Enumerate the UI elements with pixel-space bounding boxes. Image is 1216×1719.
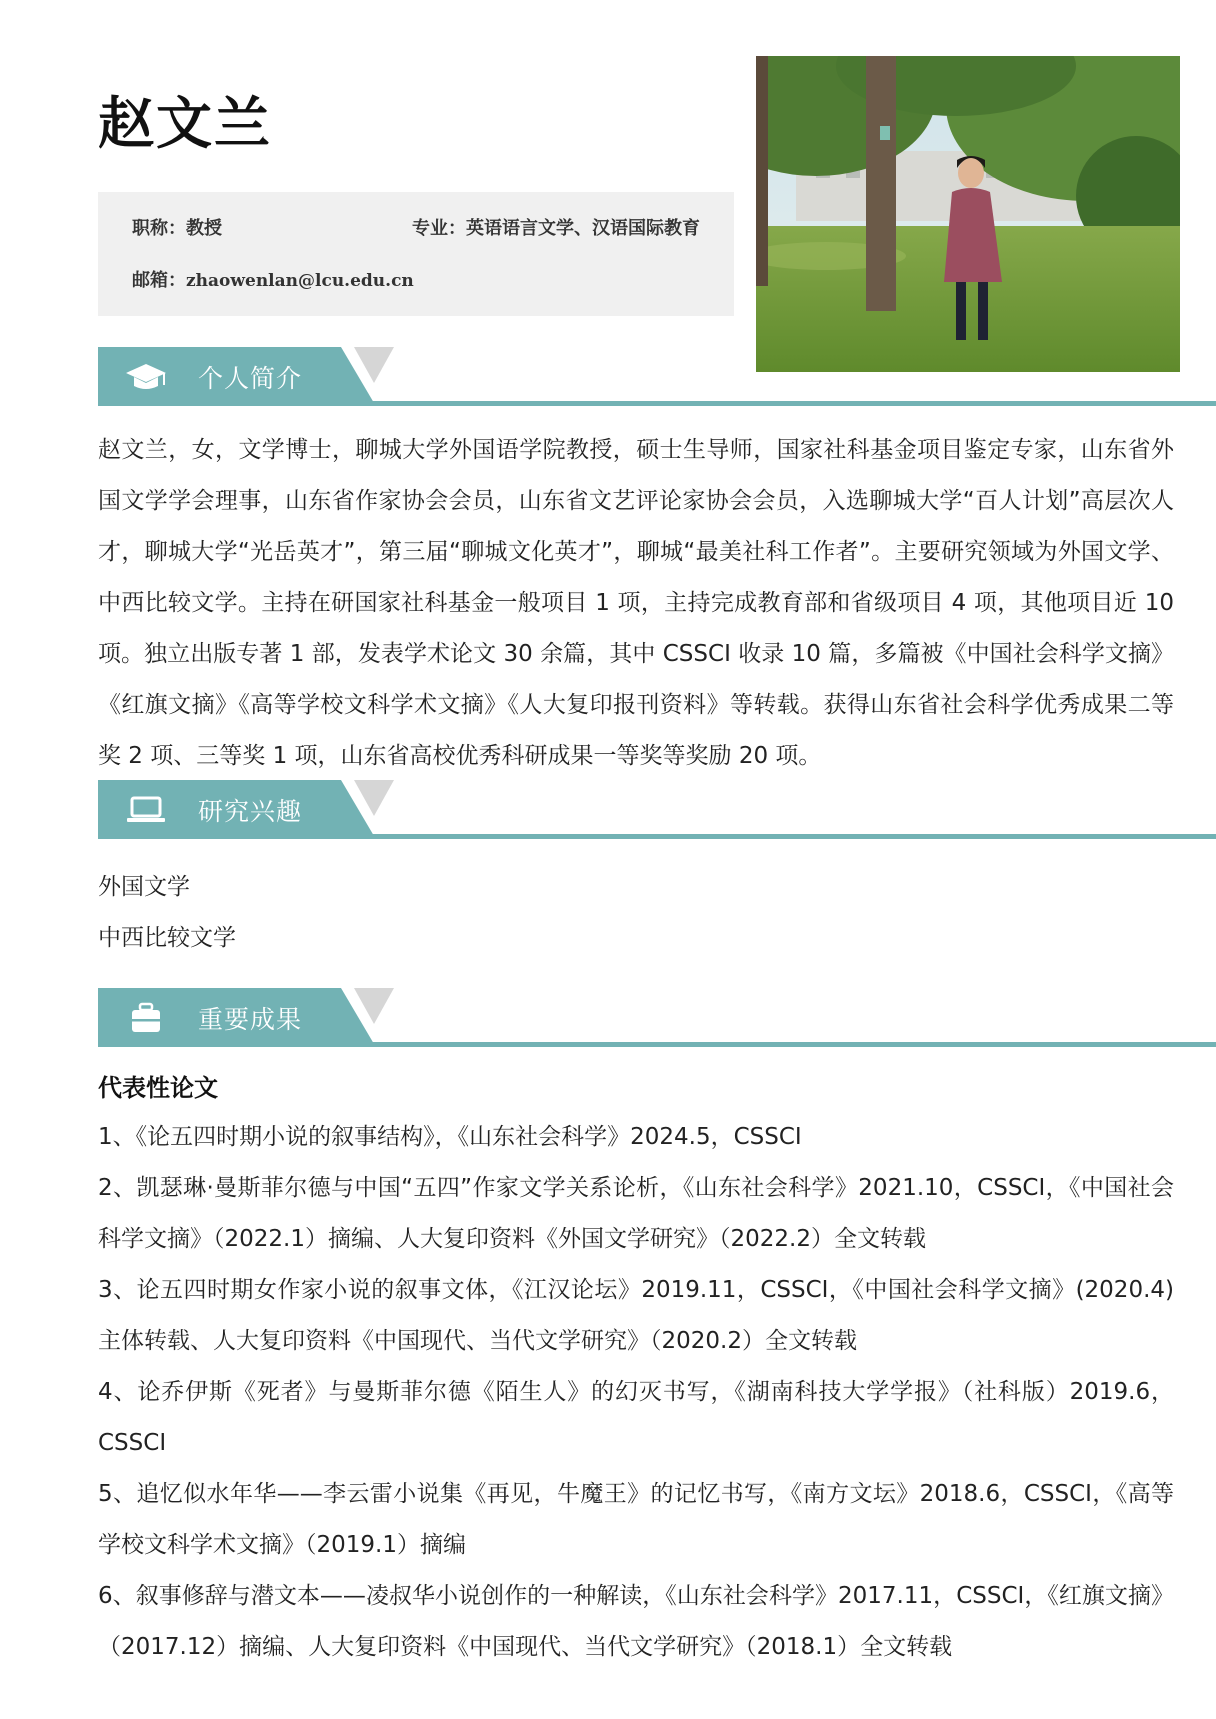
major: 专业：英语语言文学、汉语国际教育	[412, 218, 700, 239]
papers-subtitle: 代表性论文	[98, 1074, 218, 1102]
paper-item: 2、凯瑟琳·曼斯菲尔德与中国“五四”作家文学关系论析，《山东社会科学》2021.10，CSSCI，《中国社会科学文摘》（2022.1）摘编、人大复印资料《外国文学研究》（2022.2）全文转载	[98, 1175, 1174, 1252]
job-title: 职称：教授	[132, 218, 222, 239]
section-interests-header	[98, 780, 1216, 842]
intro-paragraph: 赵文兰，女，文学博士，聊城大学外国语学院教授，硕士生导师，国家社科基金项目鉴定专家，山东省外国文学学会理事，山东省作家协会会员，山东省文艺评论家协会会员，入选聊城大学“百人计划”高层次人才，聊城大学“光岳英才”，第三届“聊城文化英才”，聊城“最美社科工作者”。主要研究领域为外国文学、中西比较文学。主持在研国家社科基金一般项目 1 项，主持完成教育部和省级项目 4 项，其他项目近 10 项。独立出版专著 1 部，发表学术论文 30 余篇，其中 CSSCI 收录 10 篇，多篇被《中国社会科学文摘》《红旗文摘》《高等学校文科学术文摘》《人大复印报刊资料》等转载。获得山东省社会科学优秀成果二等奖 2 项、三等奖 1 项，山东省高校优秀科研成果一等奖等奖励 20 项。	[98, 437, 1174, 769]
section-intro-title: 个人简介	[198, 364, 303, 393]
section-achievements-header	[98, 988, 1216, 1050]
paper-item: 1、《论五四时期小说的叙事结构》，《山东社会科学》2024.5，CSSCI	[98, 1124, 802, 1150]
section-achievements-title: 重要成果	[198, 1005, 303, 1034]
profile-photo	[756, 56, 1180, 372]
briefcase-icon	[124, 1002, 168, 1034]
section-interests-title: 研究兴趣	[198, 797, 303, 826]
graduation-cap-icon	[124, 361, 168, 393]
email-label: 邮箱：	[132, 270, 186, 291]
email-address[interactable]: zhaowenlan@lcu.edu.cn	[186, 271, 414, 291]
person-name: 赵文兰	[98, 92, 272, 157]
interest-item: 中西比较文学	[98, 925, 236, 951]
email-row	[132, 266, 414, 292]
paper-item: 4、论乔伊斯《死者》与曼斯菲尔德《陌生人》的幻灭书写，《湖南科技大学学报》（社科版）2019.6，CSSCI	[98, 1379, 1174, 1456]
paper-item: 5、追忆似水年华——李云雷小说集《再见，牛魔王》的记忆书写，《南方文坛》2018.6，CSSCI，《高等学校文科学术文摘》（2019.1）摘编	[98, 1481, 1174, 1558]
interest-item: 外国文学	[98, 874, 190, 900]
paper-item: 6、叙事修辞与潜文本——凌叔华小说创作的一种解读，《山东社会科学》2017.11，CSSCI，《红旗文摘》（2017.12）摘编、人大复印资料《中国现代、当代文学研究》（2018.1）全文转载	[98, 1583, 1174, 1660]
papers-list	[98, 1112, 1174, 1673]
paper-item: 3、论五四时期女作家小说的叙事文体，《江汉论坛》2019.11，CSSCI，《中国社会科学文摘》(2020.4) 主体转载、人大复印资料《中国现代、当代文学研究》（2020.2）全文转载	[98, 1277, 1174, 1354]
laptop-icon	[124, 794, 168, 826]
section-intro-header	[98, 347, 1216, 409]
info-box	[98, 192, 734, 316]
